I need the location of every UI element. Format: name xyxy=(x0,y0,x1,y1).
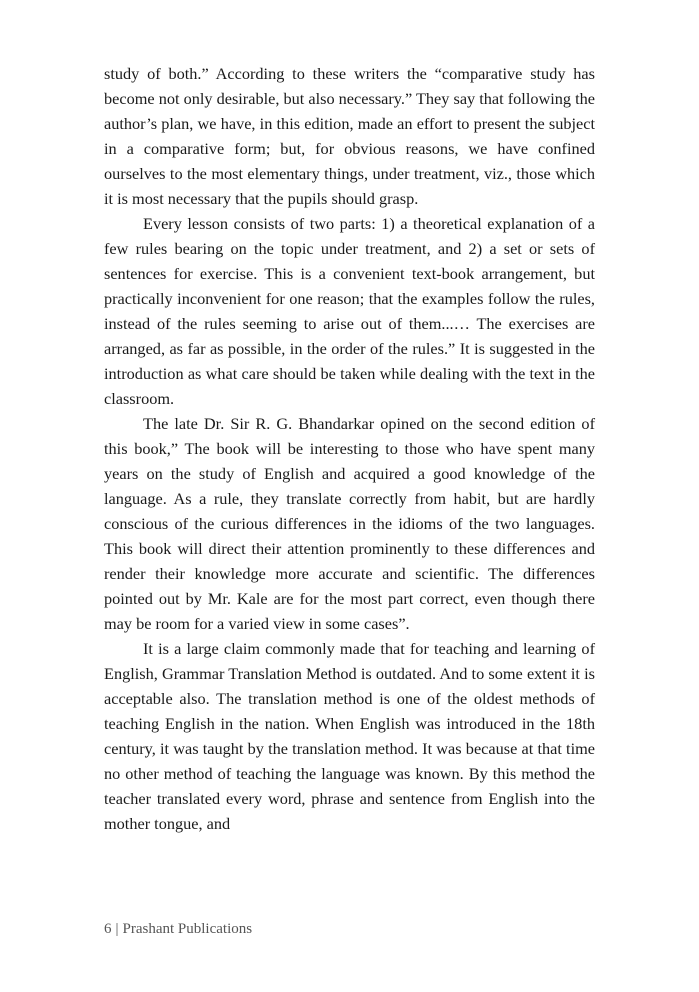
paragraph-translation-method: It is a large claim commonly made that for teaching and learning of English, Grammar Translation Method is outdated. And to some extent it is acceptable also. The translation method is one of the oldest methods of teaching English in the nation. When English was introduced in the 18th century, it was taught by the translation method. It was because at that time no other method of teaching the language was known. By this method the teacher translated every word, phrase and sentence from English into the mother tongue, and xyxy=(104,639,595,833)
footer-separator: | xyxy=(115,921,119,937)
paragraph-lesson-structure: Every lesson consists of two parts: 1) a theoretical explanation of a few rules bearing on the topic under treatment, and 2) a set or sets of sentences for exercise. This is a convenient text-book arrangement, but practically inconvenient for one reason; that the examples follow the rules, instead of the rules seeming to arise out of them...… The exercises are arranged, as far as possible, in the order of the rules.” It is suggested in the introduction as what care should be taken while dealing with the text in the classroom. xyxy=(104,214,595,408)
page-footer xyxy=(104,919,252,939)
page-number: 6 xyxy=(104,921,112,937)
paragraph-continuation: study of both.” According to these writers the “comparative study has become not only desirable, but also necessary.” They say that following the author’s plan, we have, in this edition, made an effort to present the subject in a comparative form; but, for obvious reasons, we have confined ourselves to the most elementary things, under treatment, viz., those which it is most necessary that the pupils should grasp. xyxy=(104,64,596,208)
paragraph-bhandarkar-opinion: The late Dr. Sir R. G. Bhandarkar opined on the second edition of this book,” The book will be interesting to those who have spent many years on the study of English and acquired a good knowledge of the language. As a rule, they translate correctly from habit, but are hardly conscious of the curious differences in the idioms of the two languages. This book will direct their attention prominently to these differences and render their knowledge more accurate and scientific. The differences pointed out by Mr. Kale are for the most part correct, even though there may be room for a varied view in some cases”. xyxy=(104,414,595,633)
publisher-name: Prashant Publications xyxy=(122,921,253,937)
body-text xyxy=(104,61,595,836)
